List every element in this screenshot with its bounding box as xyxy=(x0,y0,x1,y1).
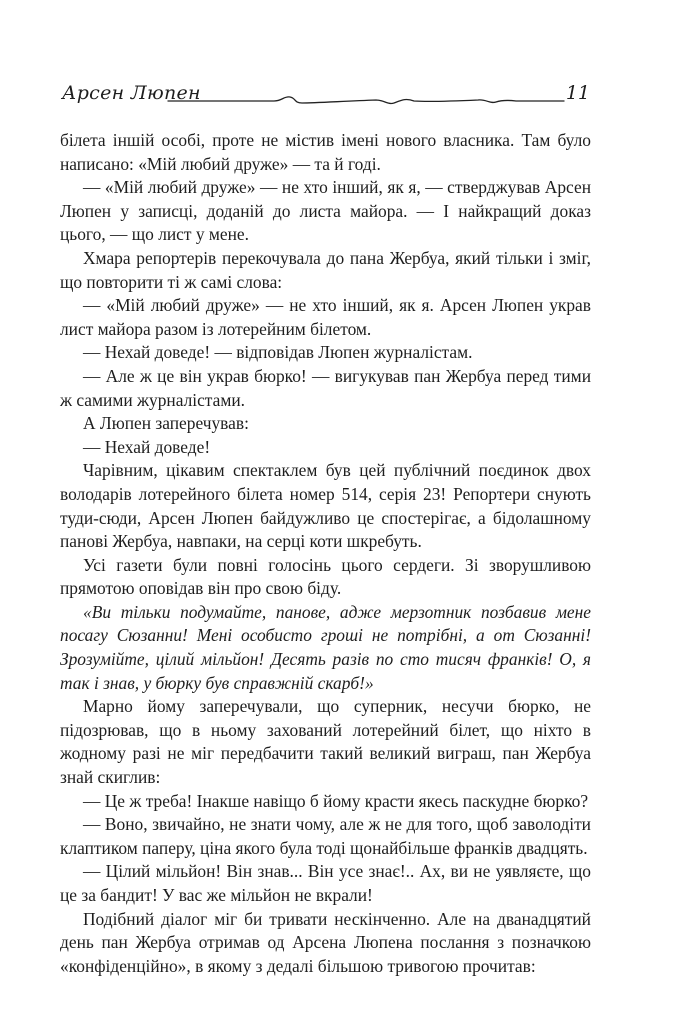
paragraph: Подібний діалог міг би тривати нескінченно. Але на дванадцятий день пан Жербуа отримав од Арсена Люпена послання з позначкою «конфіденційно», в якому з дедалі більшою тривогою прочитав: xyxy=(60,908,591,976)
paragraph: — Це ж треба! Інакше навіщо б йому красти якесь паскудне бюрко? xyxy=(83,790,589,811)
paragraph: — «Мій любий друже» — не хто інший, як я, — стверджував Арсен Люпен у записці, доданій до листа майора. — І найкращий доказ цього, — що лист у мене. xyxy=(60,177,591,245)
running-title: Арсен Люпен xyxy=(62,82,201,104)
paragraph: — «Мій любий друже» — не хто інший, як я. Арсен Люпен украв лист майора разом із лотерейним білетом. xyxy=(60,295,591,339)
paragraph: білета іншій особі, проте не містив імені нового власника. Там було написано: «Мій любий друже» — та й годі. xyxy=(60,130,591,174)
paragraph: Хмара репортерів перекочувала до пана Жербуа, який тільки і зміг, що повторити ті ж самі слова: xyxy=(60,247,591,292)
body-text xyxy=(60,129,591,978)
paragraph: — Але ж це він украв бюрко! — вигукував пан Жербуа перед тими ж самими журналістами. xyxy=(60,365,591,410)
paragraph: А Люпен заперечував: xyxy=(83,413,249,434)
page-header xyxy=(60,80,620,118)
page-number: 11 xyxy=(565,82,590,104)
paragraph: Марно йому заперечували, що суперник, несучи бюрко, не підозрював, що в ньому захований лотерейний білет, що ніхто в жодному разі не міг передбачити такий великий виграш, пан Жербуа знай скиглив: xyxy=(60,696,591,788)
paragraph: Чарівним, цікавим спектаклем був цей публічний поєдинок двох володарів лотерейного білета номер 514, серія 23! Репортери снують туди-сюди, Арсен Люпен байдужливо це спостерігає, а бідолашному панові Жербуа, навпаки, на серці коти шкребуть. xyxy=(60,460,591,552)
paragraph: — Цілий мільйон! Він знав... Він усе знає!.. Ах, ви не уявляєте, що це за бандит! У вас же мільйон не вкрали! xyxy=(60,861,591,905)
paragraph: Усі газети були повні голосінь цього сердеги. Зі зворушливою прямотою оповідав він про свою біду. xyxy=(60,554,591,599)
paragraph: — Нехай доведе! xyxy=(83,436,211,457)
quoted-paragraph: «Ви тільки подумайте, панове, адже мерзотник позбавив мене посагу Сюзанни! Мені особисто гроші не потрібні, а от Сюзанні! Зрозумійте, цілий мільйон! Десять разів по сто тисяч франків! О, я так і знав, у бюрку був справжній скарб!» xyxy=(60,601,591,693)
decorative-rule xyxy=(166,88,566,110)
paragraph: — Нехай доведе! — відповідав Люпен журналістам. xyxy=(83,342,473,363)
paragraph: — Воно, звичайно, не знати чому, але ж не для того, щоб заволодіти клаптиком паперу, ціна якого була тоді щонайбільше франків двадцять. xyxy=(60,814,591,858)
